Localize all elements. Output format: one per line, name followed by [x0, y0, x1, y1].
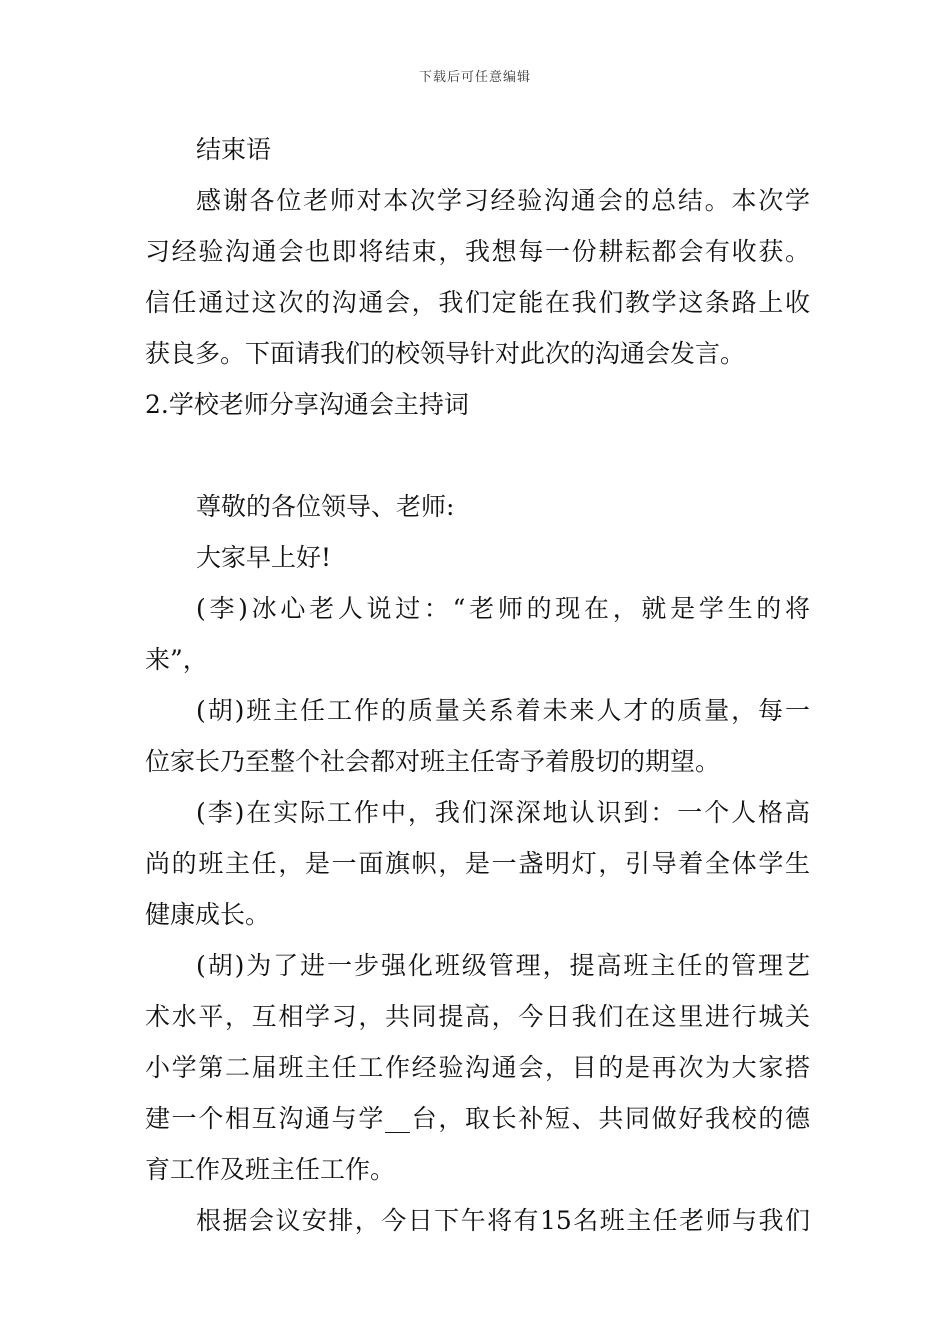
salutation: 尊敬的各位领导、老师:: [196, 492, 455, 521]
paragraph-line: 习经验沟通会也即将结束，我想每一份耕耘都会有收获。: [145, 237, 810, 266]
paragraph-line: 建一个相互沟通与学__台，取长补短、共同做好我校的德: [145, 1104, 810, 1133]
paragraph-line: (李)冰心老人说过：“老师的现在，就是学生的将: [196, 594, 810, 623]
paragraph-line: 信任通过这次的沟通会，我们定能在我们教学这条路上收: [145, 288, 810, 317]
page-header: 下载后可任意编辑: [418, 70, 531, 85]
closing-heading: 结束语: [196, 135, 272, 164]
greeting: 大家早上好!: [196, 543, 332, 572]
paragraph-line: 来”，: [145, 645, 208, 674]
document-body: [145, 124, 810, 1246]
paragraph-line: 健康成长。: [145, 900, 271, 929]
paragraph-line: 感谢各位老师对本次学习经验沟通会的总结。本次学: [196, 186, 810, 215]
paragraph-line: 位家长乃至整个社会都对班主任寄予着殷切的期望。: [145, 747, 721, 776]
paragraph-line: 尚的班主任，是一面旗帜，是一盏明灯，引导着全体学生: [145, 849, 810, 878]
section-heading: 2.学校老师分享沟通会主持词: [145, 390, 469, 419]
paragraph-line: (胡)为了进一步强化班级管理，提高班主任的管理艺: [196, 951, 810, 980]
paragraph-line: 获良多。下面请我们的校领导针对此次的沟通会发言。: [145, 339, 746, 368]
paragraph-line: 育工作及班主任工作。: [145, 1155, 396, 1184]
paragraph-line: (李)在实际工作中，我们深深地认识到：一个人格高: [196, 798, 810, 827]
paragraph-line: (胡)班主任工作的质量关系着未来人才的质量，每一: [196, 696, 810, 725]
blank-spacer: [145, 430, 810, 481]
paragraph-line: 根据会议安排，今日下午将有15名班主任老师与我们: [196, 1206, 810, 1235]
paragraph-line: 小学第二届班主任工作经验沟通会，目的是再次为大家搭: [145, 1053, 810, 1082]
paragraph-line: 术水平，互相学习，共同提高，今日我们在这里进行城关: [145, 1002, 810, 1031]
